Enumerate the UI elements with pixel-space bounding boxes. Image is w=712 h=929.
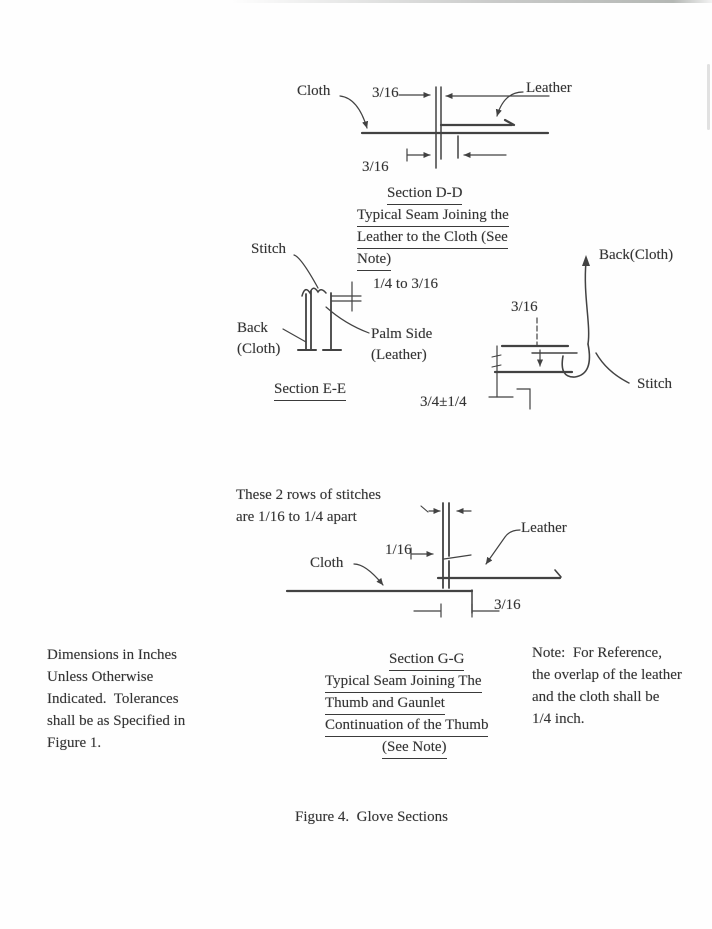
dd-dim-top: 3/16 (372, 85, 399, 101)
ee-palm-label-2: (Leather) (371, 347, 427, 363)
reference-note-line: Note: For Reference, (532, 645, 662, 661)
ov-back-cloth-line (585, 262, 588, 344)
reference-note (532, 642, 710, 730)
gg-leather-label: Leather (521, 520, 567, 536)
ov-dim-bottom: 3/4±1/4 (420, 394, 467, 410)
ee-palm-label-1: Palm Side (371, 326, 433, 342)
reference-note-line: 1/4 inch. (532, 711, 585, 727)
gg-stitch-note-line2: are 1/16 to 1/4 apart (236, 509, 357, 525)
ee-dim-label: 1/4 to 3/16 (373, 276, 439, 292)
reference-note-line: and the cloth shall be (532, 689, 660, 705)
dd-subtitle-line1: Typical Seam Joining the (357, 207, 509, 227)
ov-stitch-label: Stitch (637, 376, 673, 392)
tolerance-note-line: Dimensions in Inches (47, 647, 177, 663)
ee-back-label-2: (Cloth) (237, 341, 281, 357)
gg-subtitle-line3: Continuation of the Thumb (325, 717, 488, 737)
gg-subtitle-line2: Thumb and Gaunlet (325, 695, 445, 715)
dd-subtitle-line2: Leather to the Cloth (See (357, 229, 508, 249)
figure-caption: Figure 4. Glove Sections (295, 809, 448, 825)
dd-subtitle-line3: Note) (357, 251, 391, 271)
reference-note-line: the overlap of the leather (532, 667, 682, 683)
gg-dim-bottom: 3/16 (494, 597, 521, 613)
ee-title: Section E-E (274, 381, 346, 401)
ee-palm-leader (326, 307, 369, 333)
gg-title: Section G-G (389, 651, 464, 671)
dd-cloth-label: Cloth (297, 83, 331, 99)
ee-stitch-leader (294, 255, 318, 288)
gg-subtitle-line4: (See Note) (382, 739, 447, 759)
tolerance-note-line: Indicated. Tolerances (47, 691, 179, 707)
dd-dim-bottom: 3/16 (362, 159, 389, 175)
tolerance-note (47, 644, 217, 754)
gg-cloth-label: Cloth (310, 555, 344, 571)
tolerance-note-line: Figure 1. (47, 735, 102, 751)
dd-title: Section D-D (387, 185, 462, 205)
tolerance-note-line: shall be as Specified in (47, 713, 186, 729)
tolerance-note-line: Unless Otherwise (47, 669, 154, 685)
ee-back-leader (283, 329, 306, 342)
dd-cloth-leader (340, 96, 367, 128)
ee-back-label-1: Back (237, 320, 268, 336)
ov-dim-top: 3/16 (511, 299, 538, 315)
ov-back-cloth-label: Back(Cloth) (599, 247, 674, 263)
gg-subtitle-line1: Typical Seam Joining The (325, 673, 482, 693)
gg-leather-leader (486, 530, 520, 564)
ov-stitch-leader (596, 353, 629, 383)
gg-stitch-note-line1: These 2 rows of stitches (236, 487, 381, 503)
gg-cloth-leader (354, 564, 383, 585)
gg-dim-left: 1/16 (385, 542, 412, 558)
dd-leather-label: Leather (526, 80, 572, 96)
ee-stitch-label: Stitch (251, 241, 287, 257)
overlap-view-drawing (489, 255, 629, 409)
